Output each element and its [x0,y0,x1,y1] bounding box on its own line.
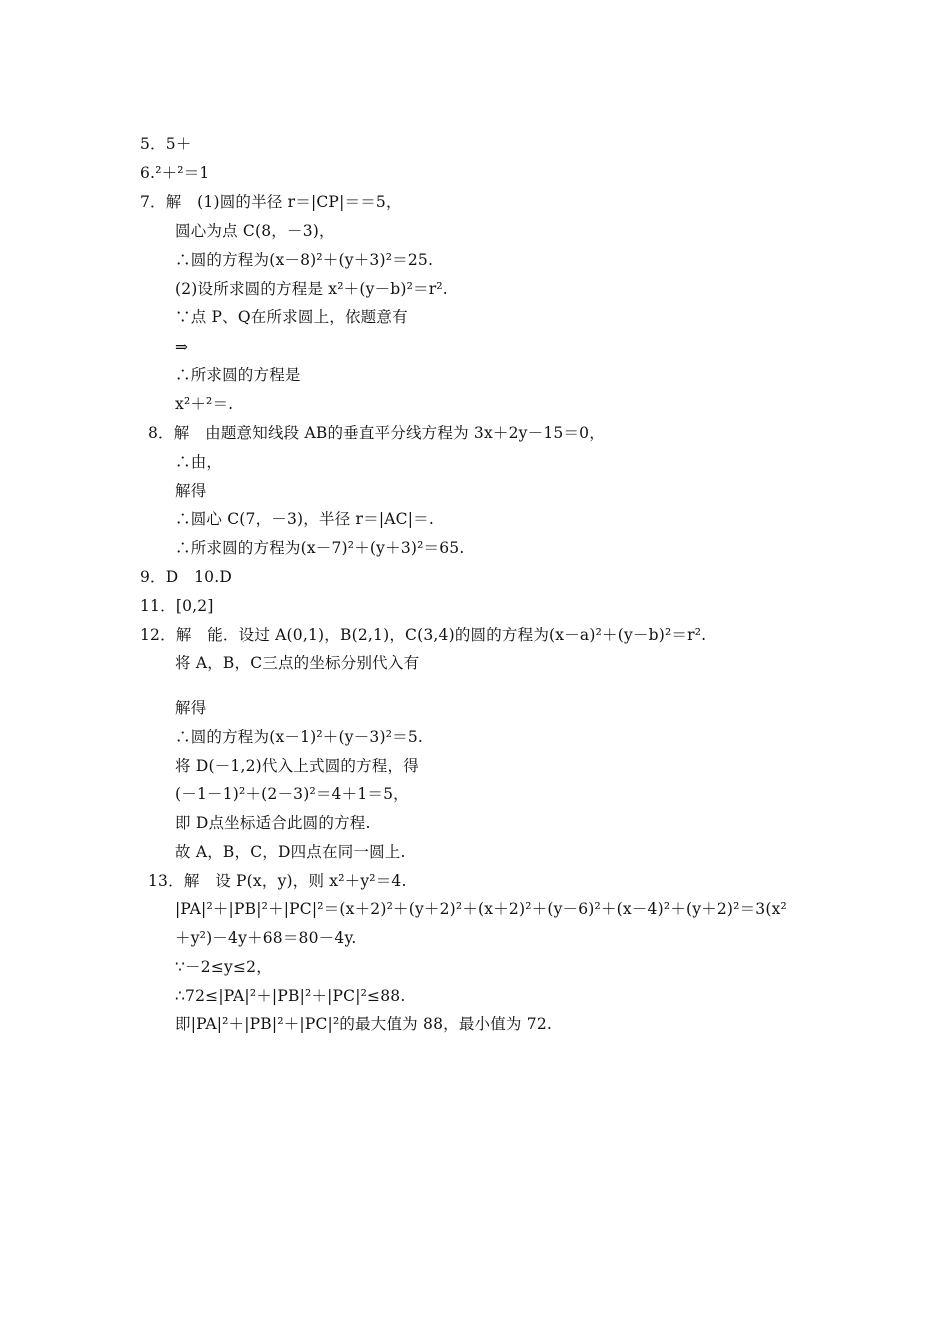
answer-line: |PA|²＋|PB|²＋|PC|²＝(x＋2)²＋(y＋2)²＋(x＋2)²＋(y－6)²＋(x－4)²＋(y＋2)²＝3(x² [175,900,787,918]
answer-line: 即 D点坐标适合此圆的方程. [175,814,371,832]
answer-line: ∴所求圆的方程是 [175,366,301,384]
answer-line: ∴由， [175,453,223,471]
answer-line: 5．5＋ [140,135,192,153]
answer-line: 解得 [175,699,207,717]
answer-line: 12．解 能．设过 A(0,1)，B(2,1)，C(3,4)的圆的方程为(x－a)²＋(y－b)²＝r². [140,626,707,644]
answer-line: ⇒ [175,338,189,356]
answer-line: 7．解 (1)圆的半径 r＝|CP|＝＝5， [140,193,402,211]
answer-line: ＋y²)－4y＋68＝80－4y. [175,929,357,947]
answer-line: x²＋²＝. [175,395,234,413]
answer-line: 即|PA|²＋|PB|²＋|PC|²的最大值为 88，最小值为 72. [175,1015,553,1033]
answer-line: (－1－1)²＋(2－3)²＝4＋1＝5， [175,785,409,803]
answer-line: ∴圆的方程为(x－1)²＋(y－3)²＝5. [175,728,424,746]
answer-line: ∴所求圆的方程为(x－7)²＋(y＋3)²＝65. [175,539,465,557]
answer-line: 13．解 设 P(x，y)，则 x²＋y²＝4. [148,872,407,890]
answer-line: 将 D(－1,2)代入上式圆的方程，得 [175,757,419,775]
answer-line: 解得 [175,482,207,500]
answer-line: 11．[0,2] [140,597,214,615]
answer-line: ∴72≤|PA|²＋|PB|²＋|PC|²≤88. [175,987,406,1005]
answer-line: 9．D 10.D [140,568,232,586]
answer-line: ∵点 P、Q在所求圆上，依题意有 [175,308,408,326]
answer-line: ∴圆的方程为(x－8)²＋(y＋3)²＝25. [175,251,434,269]
answer-line: 故 A，B，C，D四点在同一圆上. [175,843,406,861]
answer-line: ∵－2≤y≤2， [175,958,272,976]
answer-line: 圆心为点 C(8，－3)， [175,222,335,240]
answer-line: 将 A，B，C三点的坐标分别代入有 [175,654,420,672]
answer-line: 6.²＋²＝1 [140,164,210,182]
answer-line: ∴圆心 C(7，－3)，半径 r＝|AC|＝. [175,510,434,528]
answer-line: 8．解 由题意知线段 AB的垂直平分线方程为 3x＋2y－15＝0， [148,424,605,442]
answer-line: (2)设所求圆的方程是 x²＋(y－b)²＝r². [175,280,448,298]
